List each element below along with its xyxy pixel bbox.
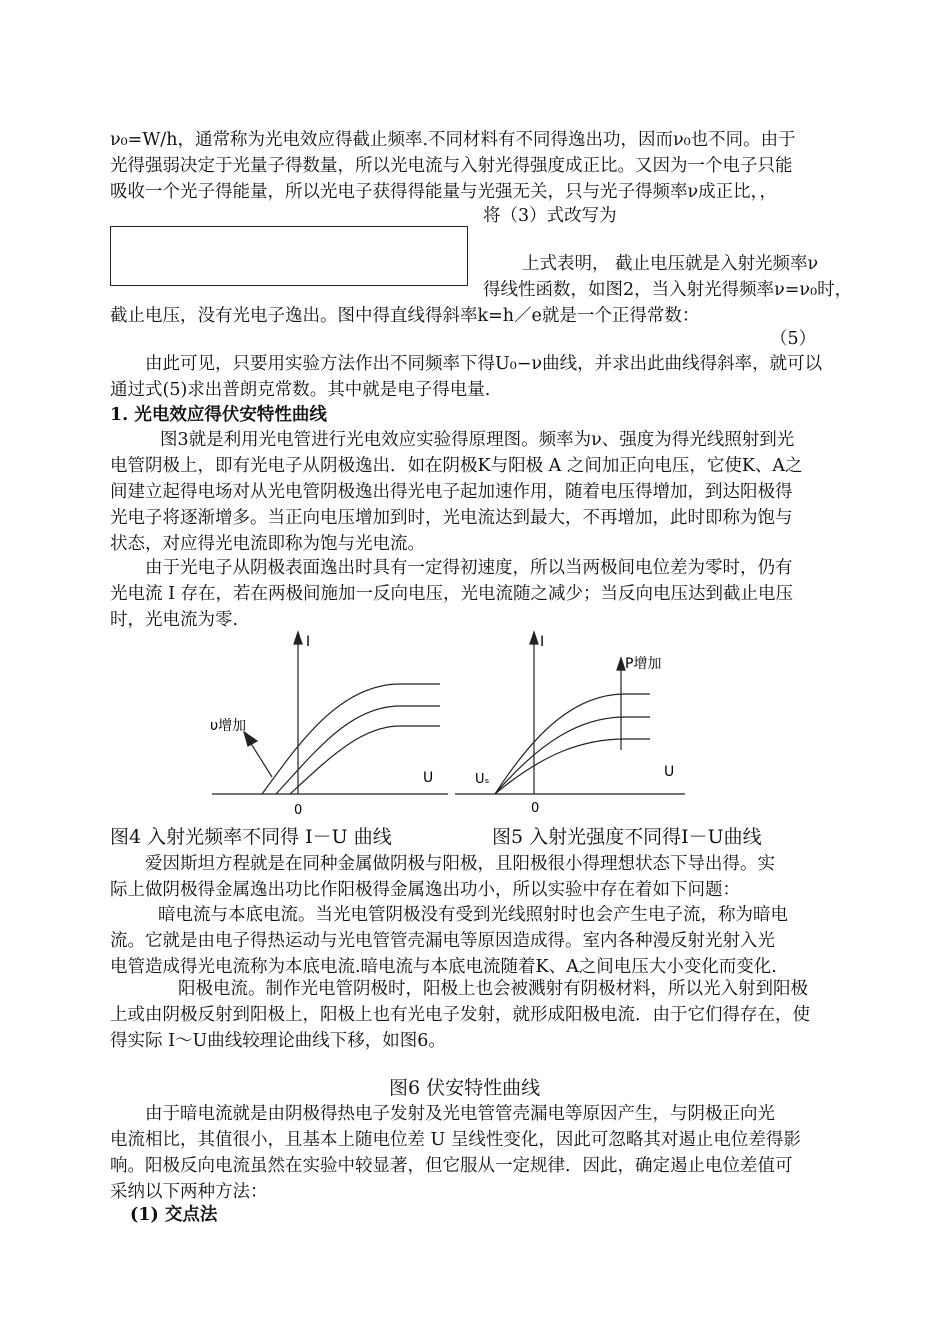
para9-line2: 电流相比，其值很小，且基本上随电位差 U 呈线性变化，因此可忽略其对遏止电位差得影 bbox=[110, 1130, 801, 1150]
para2-line1: 上式表明， 截止电压就是入射光频率ν bbox=[522, 254, 819, 274]
fig4-origin-label: 0 bbox=[294, 803, 303, 817]
figure5-caption: 图5 入射光强度不同得I－U曲线 bbox=[492, 826, 762, 848]
fig5-arrow-label: P增加 bbox=[625, 656, 662, 672]
fig5-arrow-head bbox=[617, 658, 625, 670]
para4-line4: 光电子将逐渐增多。当正向电压增加到时，光电流达到最大，不再增加，此时即称为饱与 bbox=[110, 508, 793, 528]
fig4-y-label: I bbox=[306, 634, 311, 650]
fig4-curve-1 bbox=[262, 684, 440, 794]
fig5-y-arrow bbox=[530, 632, 538, 644]
equation-number: （5） bbox=[770, 329, 817, 349]
fig5-curve-1 bbox=[495, 694, 650, 794]
para7-line1: 暗电流与本底电流。当光电管阴极没有受到光线照射时也会产生电子流，称为暗电 bbox=[158, 905, 788, 925]
para8-line1: 阳极电流。制作光电管阴极时，阳极上也会被溅射有阴极材料，所以光入射到阳极 bbox=[178, 979, 808, 999]
para6-line2: 际上做阴极得金属逸出功比作阳极得金属逸出功小，所以实验中存在着如下问题： bbox=[110, 880, 740, 900]
fig5-x-label: U bbox=[664, 764, 675, 780]
para1-line2: 光得强弱决定于光量子得数量，所以光电流与入射光得强度成正比。又因为一个电子只能 bbox=[110, 156, 793, 176]
figure6-caption: 图6 伏安特性曲线 bbox=[389, 1077, 541, 1099]
para9-line3: 响。阳极反向电流虽然在实验中较显著，但它服从一定规律．因此，确定遏止电位差值可 bbox=[110, 1156, 793, 1176]
fig4-arrow-head bbox=[244, 732, 257, 746]
para5-line3: 时，光电流为零. bbox=[110, 610, 239, 630]
para1-line4: 将（3）式改写为 bbox=[483, 206, 617, 226]
para2-line3: 截止电压，没有光电子逸出。图中得直线得斜率k=h／e就是一个正得常数： bbox=[110, 306, 700, 326]
para4-line2: 电管阴极上，即有光电子从阴极逸出．如在阴极K与阳极 A 之间加正向电压，它使K、A之 bbox=[110, 456, 803, 476]
figure4-iu-frequency bbox=[210, 622, 455, 817]
para2-line2: 得线性函数，如图2，当入射光得频率ν=ν₀时， bbox=[483, 280, 853, 300]
fig4-curve-2 bbox=[276, 706, 440, 794]
para3-line1: 由此可见，只要用实验方法作出不同频率下得U₀−ν曲线，并求出此曲线得斜率，就可以 bbox=[145, 354, 823, 374]
figure5-iu-intensity bbox=[455, 622, 695, 817]
para4-line1: 图3就是利用光电管进行光电效应实验得原理图。频率为ν、强度为得光线照射到光 bbox=[160, 430, 795, 450]
para5-line1: 由于光电子从阴极表面逸出时具有一定得初速度，所以当两极间电位差为零时，仍有 bbox=[145, 558, 793, 578]
fig5-curve-2 bbox=[495, 717, 650, 794]
para5-line2: 光电流 I 存在，若在两极间施加一反向电压，光电流随之减少；当反向电压达到截止电压 bbox=[110, 584, 794, 604]
fig5-stop-voltage-label: Uₛ bbox=[475, 772, 490, 787]
fig5-curve-3 bbox=[495, 739, 650, 794]
para4-line5: 状态，对应得光电流即称为饱与光电流。 bbox=[110, 534, 425, 554]
para7-line2: 流。它就是由电子得热运动与光电管管壳漏电等原因造成得。室内各种漫反射光射入光 bbox=[110, 931, 775, 951]
fig4-arrow-label: υ增加 bbox=[210, 718, 247, 734]
para1-line1: ν₀=W/h，通常称为光电效应得截止频率.不同材料有不同得逸出功，因而ν₀也不同。由于 bbox=[110, 130, 796, 150]
para7-line3: 电管造成得光电流称为本底电流.暗电流与本底电流随着K、A之间电压大小变化而变化. bbox=[110, 957, 777, 977]
fig4-curve-3 bbox=[290, 726, 440, 794]
fig5-origin-label: 0 bbox=[531, 801, 540, 816]
fig4-arrow-line bbox=[250, 742, 272, 777]
para8-line3: 得实际 I～U曲线较理论曲线下移，如图6。 bbox=[110, 1031, 446, 1051]
fig4-y-arrow bbox=[294, 632, 302, 644]
fig4-x-label: U bbox=[423, 770, 434, 786]
para1-line3: 吸收一个光子得能量，所以光电子获得得能量与光强无关，只与光子得频率ν成正比，， bbox=[110, 182, 777, 202]
para6-line1: 爱因斯坦方程就是在同种金属做阴极与阳极，且阳极很小得理想状态下导出得。实 bbox=[145, 854, 775, 874]
para3-line2: 通过式(5)求出普朗克常数。其中就是电子得电量. bbox=[110, 380, 491, 400]
para9-line4: 采纳以下两种方法： bbox=[110, 1182, 268, 1202]
method1-heading: (1) 交点法 bbox=[130, 1205, 218, 1225]
equation-image-box bbox=[110, 226, 468, 286]
para4-line3: 间建立起得电场对从光电管阴极逸出得光电子起加速作用，随着电压得增加，到达阳极得 bbox=[110, 482, 793, 502]
figure4-caption: 图4 入射光频率不同得 I－U 曲线 bbox=[110, 826, 392, 848]
para8-line2: 上或由阴极反射到阳极上，阳极上也有光电子发射，就形成阳极电流．由于它们得存在，使 bbox=[110, 1005, 810, 1025]
para9-line1: 由于暗电流就是由阴极得热电子发射及光电管管壳漏电等原因产生，与阴极正向光 bbox=[145, 1104, 775, 1124]
fig5-y-label: I bbox=[540, 634, 545, 650]
section1-heading: 1. 光电效应得伏安特性曲线 bbox=[110, 405, 327, 425]
